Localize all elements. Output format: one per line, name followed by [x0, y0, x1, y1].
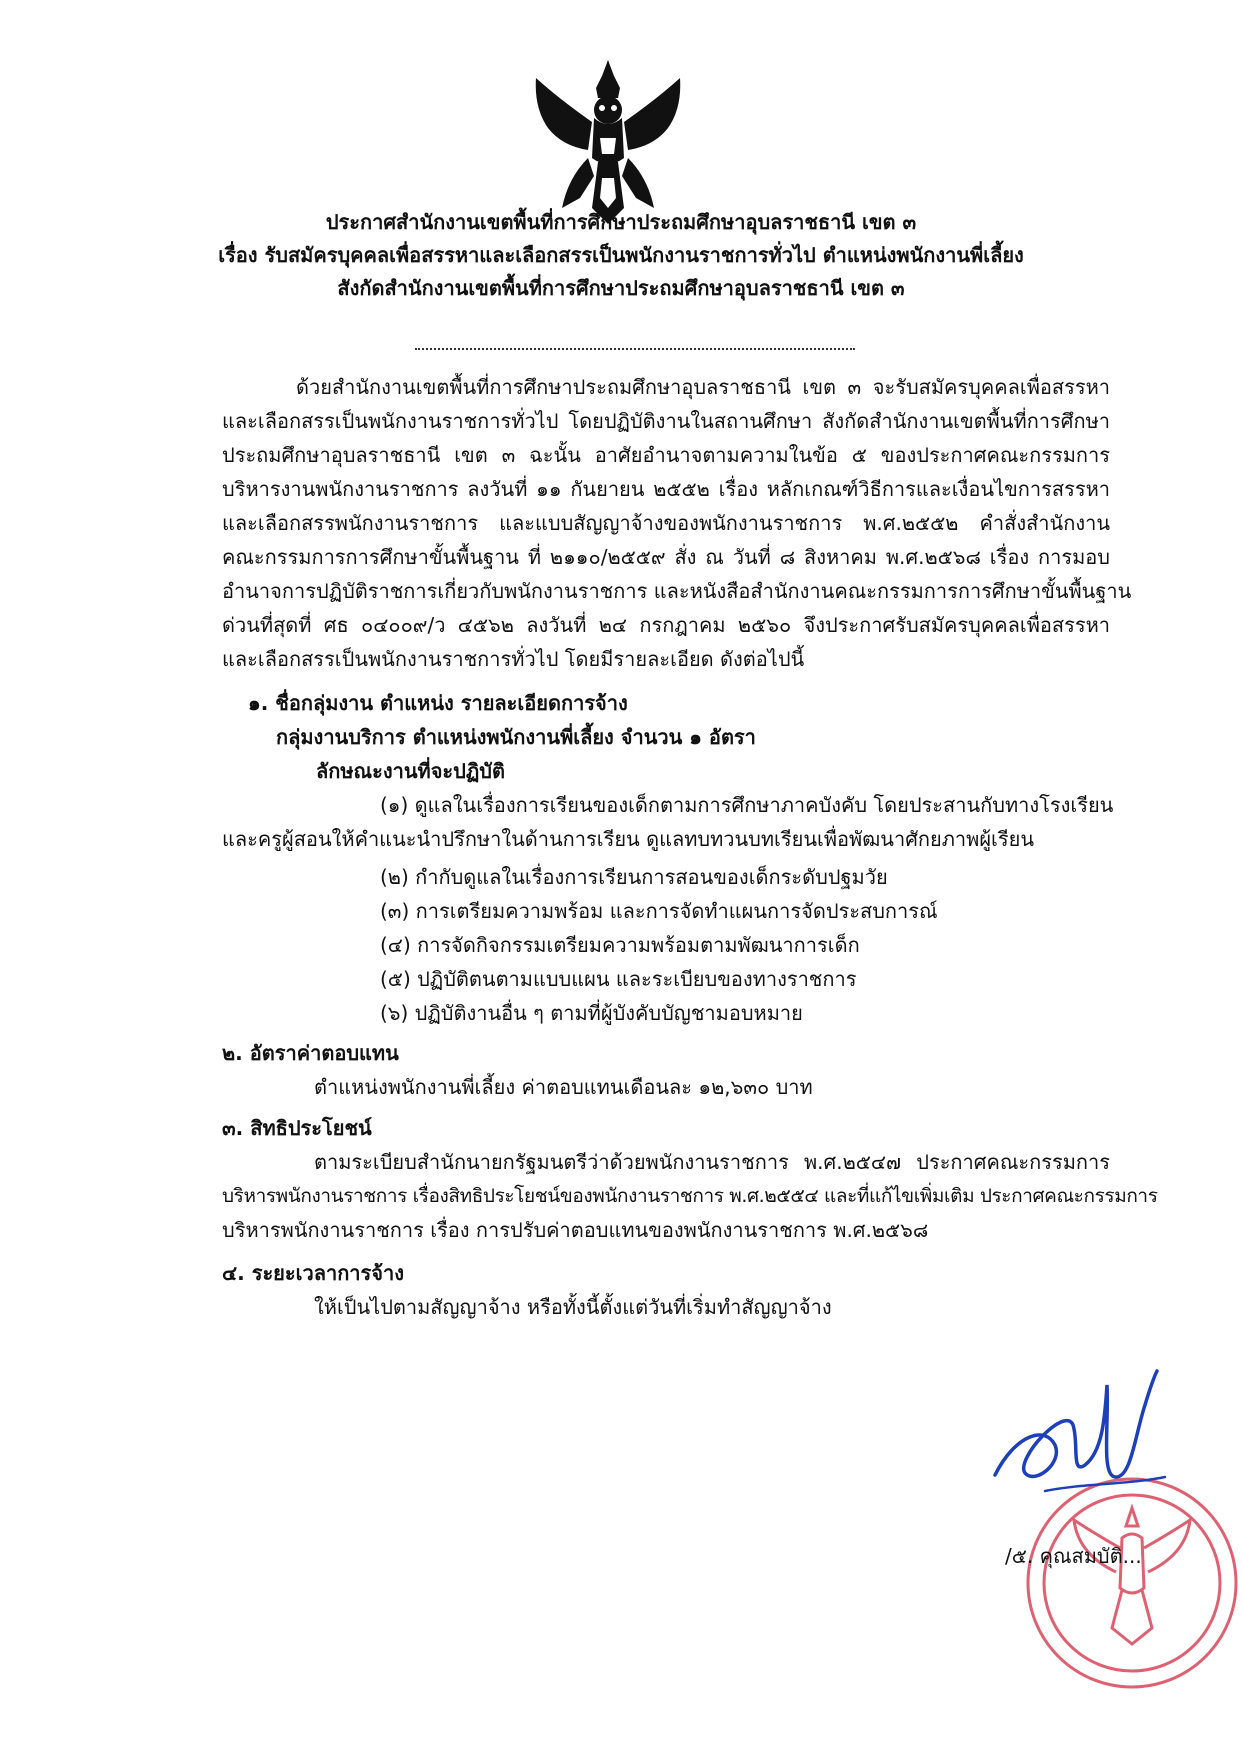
duty-item: (๑) ดูแลในเรื่องการเรียนของเด็กตามการศึกษาภาคบังคับ โดยประสานกับทางโรงเรียน	[380, 793, 1114, 817]
intro-line: อำนาจการปฏิบัติราชการเกี่ยวกับพนักงานราชการ และหนังสือสำนักงานคณะกรรมการการศึกษาขั้นพื้นฐาน	[222, 579, 1132, 603]
duty-item: (๖) ปฏิบัติงานอื่น ๆ ตามที่ผู้บังคับบัญชามอบหมาย	[380, 1001, 803, 1025]
section-4-heading: ๔. ระยะเวลาการจ้าง	[222, 1261, 404, 1285]
title-divider	[415, 348, 855, 350]
intro-line: และเลือกสรรเป็นพนักงานราชการทั่วไป โดยปฏิบัติงานในสถานศึกษา สังกัดสำนักงานเขตพื้นที่การศึกษา	[222, 409, 1110, 433]
section-2-heading: ๒. อัตราค่าตอบแทน	[222, 1041, 399, 1065]
garuda-emblem	[528, 58, 688, 228]
signature	[985, 1365, 1185, 1515]
section-1-duties-title: ลักษณะงานที่จะปฏิบัติ	[316, 759, 505, 783]
intro-line: บริหารงานพนักงานราชการ ลงวันที่ ๑๑ กันยายน ๒๕๕๒ เรื่อง หลักเกณฑ์วิธีการและเงื่อนไขการสรรหา	[222, 477, 1110, 501]
section-1-job-group: กลุ่มงานบริการ ตำแหน่งพนักงานพี่เลี้ยง จำนวน ๑ อัตรา	[276, 725, 756, 749]
announcement-subject-line: เรื่อง รับสมัครบุคคลเพื่อสรรหาและเลือกสรรเป็นพนักงานราชการทั่วไป ตำแหน่งพนักงานพี่เลี้ยง	[218, 243, 1024, 267]
continuation-marker: /๕. คุณสมบัติ...	[1005, 1544, 1142, 1568]
duty-item-continued: และครูผู้สอนให้คำแนะนำปรึกษาในด้านการเรียน ดูแลทบทวนบทเรียนเพื่อพัฒนาศักยภาพผู้เรียน	[222, 827, 1035, 851]
intro-line: คณะกรรมการการศึกษาขั้นพื้นฐาน ที่ ๒๑๑๐/๒๕๕๙ สั่ง ณ วันที่ ๘ สิงหาคม พ.ศ.๒๕๖๘ เรื่อง การมอบ	[222, 545, 1110, 569]
announcement-affiliation-line: สังกัดสำนักงานเขตพื้นที่การศึกษาประถมศึกษาอุบลราชธานี เขต ๓	[337, 276, 905, 300]
benefits-line: บริหารพนักงานราชการ เรื่องสิทธิประโยชน์ของพนักงานราชการ พ.ศ.๒๕๕๔ และที่แก้ไขเพิ่มเติม ประกาศคณะกรรมการ	[222, 1185, 1158, 1207]
intro-line: ประถมศึกษาอุบลราชธานี เขต ๓ ฉะนั้น อาศัยอำนาจตามความในข้อ ๕ ของประกาศคณะกรรมการ	[222, 443, 1110, 467]
benefits-line: ตามระเบียบสำนักนายกรัฐมนตรีว่าด้วยพนักงานราชการ พ.ศ.๒๕๔๗ ประกาศคณะกรรมการ	[314, 1150, 1110, 1174]
intro-line: และเลือกสรรเป็นพนักงานราชการทั่วไป โดยมีรายละเอียด ดังต่อไปนี้	[222, 647, 805, 671]
announcement-title-line-1: ประกาศสำนักงานเขตพื้นที่การศึกษาประถมศึกษาอุบลราชธานี เขต ๓	[325, 210, 917, 234]
section-4-term-text: ให้เป็นไปตามสัญญาจ้าง หรือทั้งนี้ตั้งแต่วันที่เริ่มทำสัญญาจ้าง	[314, 1295, 832, 1319]
duty-item: (๒) กำกับดูแลในเรื่องการเรียนการสอนของเด็กระดับปฐมวัย	[380, 865, 888, 889]
section-3-heading: ๓. สิทธิประโยชน์	[222, 1116, 372, 1140]
duty-item: (๔) การจัดกิจกรรมเตรียมความพร้อมตามพัฒนาการเด็ก	[380, 933, 860, 957]
intro-line: ด่วนที่สุดที่ ศธ ๐๔๐๐๙/ว ๔๕๖๒ ลงวันที่ ๒๔ กรกฎาคม ๒๕๖๐ จึงประกาศรับสมัครบุคคลเพื่อสรรหา	[222, 613, 1110, 637]
duty-item: (๕) ปฏิบัติตนตามแบบแผน และระเบียบของทางราชการ	[380, 967, 857, 991]
section-2-rate-text: ตำแหน่งพนักงานพี่เลี้ยง ค่าตอบแทนเดือนละ ๑๒,๖๓๐ บาท	[314, 1075, 813, 1099]
benefits-line: บริหารพนักงานราชการ เรื่อง การปรับค่าตอบแทนของพนักงานราชการ พ.ศ.๒๕๖๘	[222, 1218, 929, 1242]
intro-line: และเลือกสรรพนักงานราชการ และแบบสัญญาจ้างของพนักงานราชการ พ.ศ.๒๕๕๒ คำสั่งสำนักงาน	[222, 511, 1110, 535]
duty-item: (๓) การเตรียมความพร้อม และการจัดทำแผนการจัดประสบการณ์	[380, 899, 938, 923]
section-1-heading: ๑. ชื่อกลุ่มงาน ตำแหน่ง รายละเอียดการจ้าง	[248, 691, 628, 715]
intro-line: ด้วยสำนักงานเขตพื้นที่การศึกษาประถมศึกษาอุบลราชธานี เขต ๓ จะรับสมัครบุคคลเพื่อสรรหา	[296, 375, 1110, 399]
